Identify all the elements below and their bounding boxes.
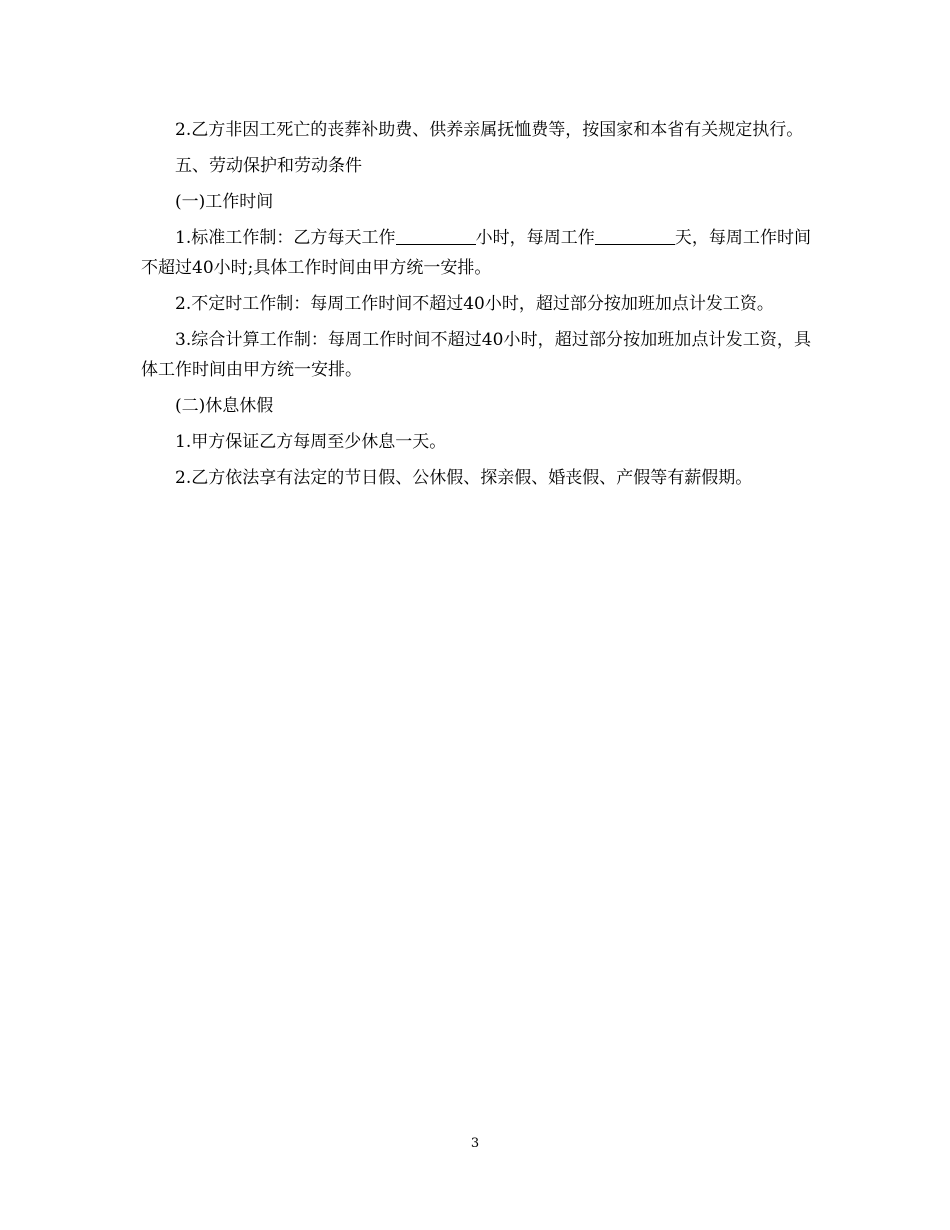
subsection-heading-rest-leave: (二)休息休假 <box>175 396 274 416</box>
standard-hours-text-1: 1.标准工作制：乙方每天工作 <box>175 228 396 248</box>
section-heading-labor-protection: 五、劳动保护和劳动条件 <box>175 156 362 176</box>
paragraph-standard-hours <box>141 223 811 283</box>
subsection-heading-working-hours: (一)工作时间 <box>175 192 274 212</box>
document-body <box>141 115 811 499</box>
paragraph-funeral-subsidy: 2.乙方非因工死亡的丧葬补助费、供养亲属抚恤费等，按国家和本省有关规定执行。 <box>175 120 804 140</box>
standard-hours-text-3: 天，每周工作时间不超过40小时;具体工作时间由甲方统一安排。 <box>141 228 811 278</box>
paragraph-paid-leave: 2.乙方依法享有法定的节日假、公休假、探亲假、婚丧假、产假等有薪假期。 <box>175 468 753 488</box>
standard-hours-text-2: 小时，每周工作 <box>475 228 595 248</box>
page-number: 3 <box>470 1136 480 1151</box>
days-per-week-blank[interactable] <box>595 226 675 245</box>
paragraph-flexible-hours: 2.不定时工作制：每周工作时间不超过40小时，超过部分按加班加点计发工资。 <box>175 294 774 314</box>
paragraph-weekly-rest: 1.甲方保证乙方每周至少休息一天。 <box>175 432 447 452</box>
paragraph-comprehensive-hours: 3.综合计算工作制：每周工作时间不超过40小时，超过部分按加班加点计发工资，具体工作时间由甲方统一安排。 <box>141 330 811 380</box>
hours-per-day-blank[interactable] <box>396 226 476 245</box>
